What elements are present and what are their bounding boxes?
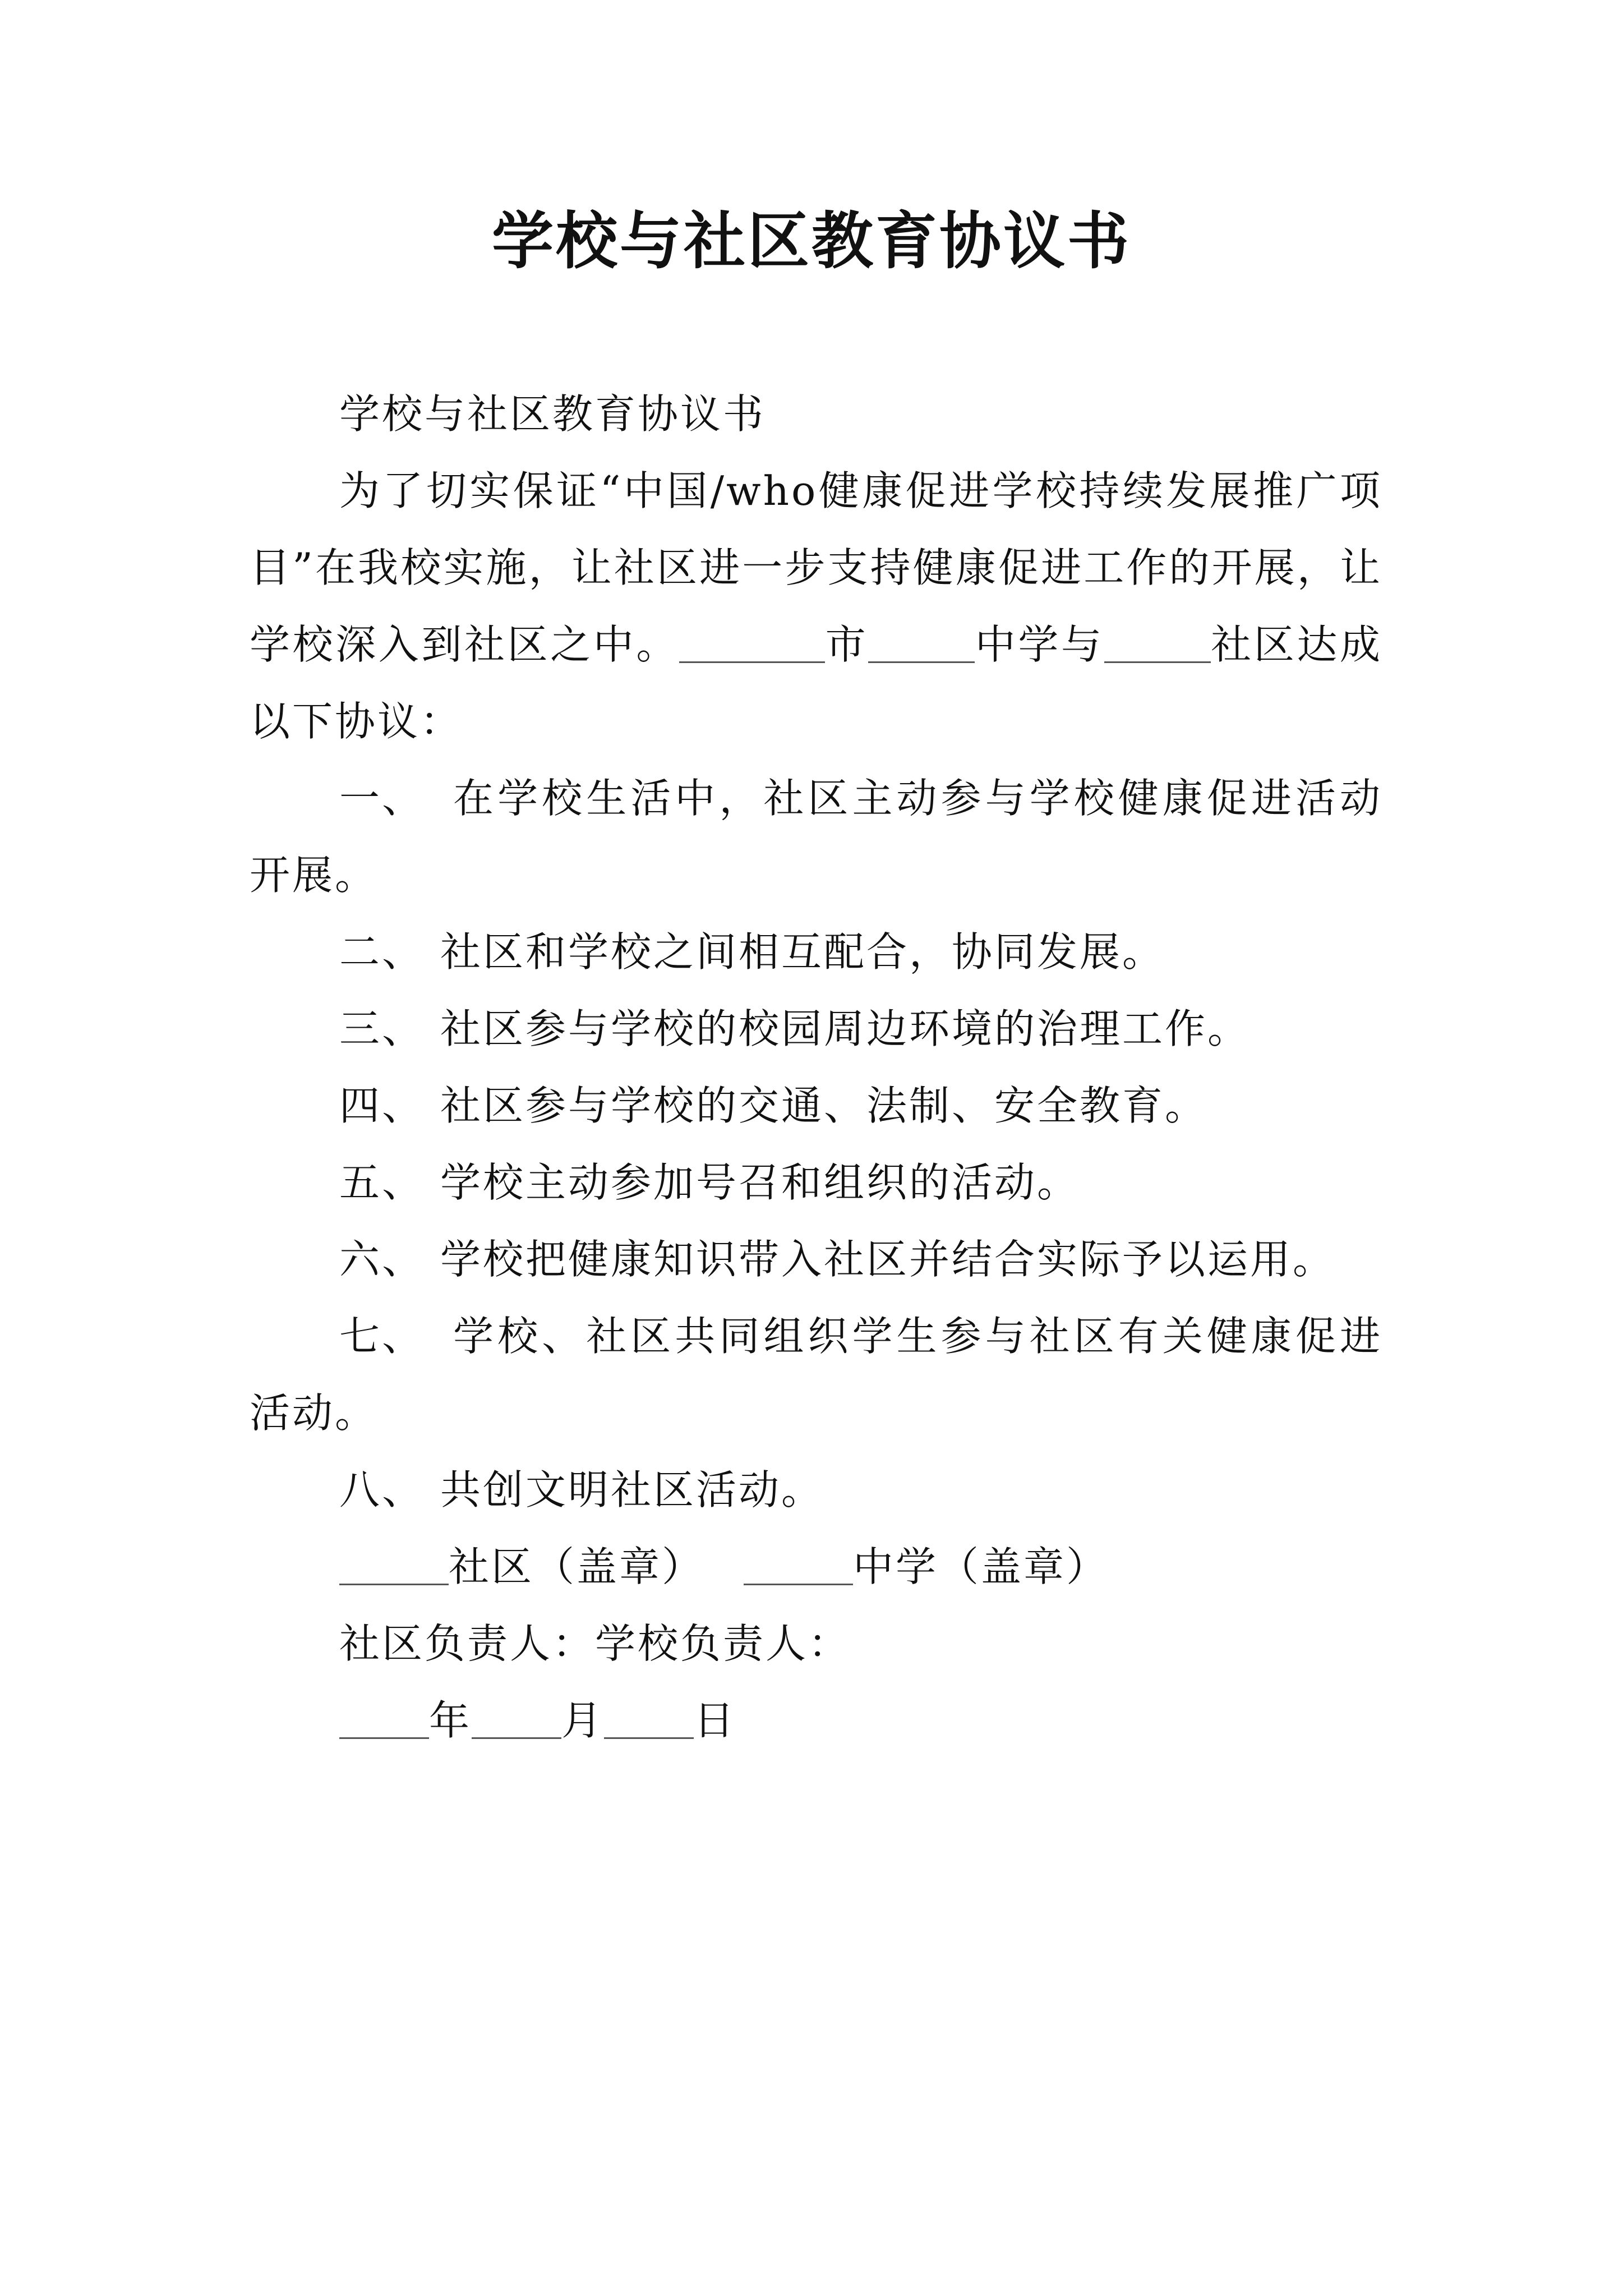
item-text: 学校把健康知识带入社区并结合实际予以运用。 <box>440 1236 1336 1283</box>
community-seal-blank <box>339 1548 449 1585</box>
subtitle-paragraph: 学校与社区教育协议书 <box>339 390 766 438</box>
list-item <box>250 1298 1382 1452</box>
item-number: 五、 <box>339 1159 425 1206</box>
list-item <box>250 1452 1382 1529</box>
item-text: 学校主动参加号召和组织的活动。 <box>440 1159 1080 1206</box>
intro-text: 为了切实保证“中国/who健康促进学校持续发展推广项目”在我校实施，让社区进一步支持健康促进工作的开展，让学校深入到社区之中。 <box>250 467 1382 668</box>
list-item <box>250 1068 1382 1144</box>
school-suffix: 中学与 <box>975 621 1104 668</box>
month-label: 月 <box>561 1697 605 1744</box>
community-blank <box>1104 625 1211 663</box>
year-label: 年 <box>429 1697 472 1744</box>
item-text: 在学校生活中，社区主动参与学校健康促进活动开展。 <box>250 775 1382 899</box>
responsible-line: 社区负责人：学校负责人： <box>339 1620 851 1667</box>
document-title: 学校与社区教育协议书 <box>492 205 1131 277</box>
item-number: 二、 <box>339 928 425 976</box>
city-suffix: 市 <box>824 621 869 668</box>
list-item <box>250 1221 1382 1298</box>
day-blank <box>604 1701 694 1739</box>
item-text: 共创文明社区活动。 <box>440 1466 824 1513</box>
item-number: 四、 <box>339 1082 425 1129</box>
item-text: 社区和学校之间相互配合，协同发展。 <box>440 928 1165 976</box>
document-body <box>250 376 1382 1759</box>
list-item <box>250 991 1382 1068</box>
list-item <box>250 914 1382 991</box>
intro-paragraph <box>250 453 1382 760</box>
year-blank <box>339 1701 429 1739</box>
list-item <box>250 760 1382 914</box>
item-number: 六、 <box>339 1236 425 1283</box>
item-number: 三、 <box>339 1005 425 1052</box>
school-seal-blank <box>744 1548 853 1585</box>
item-text: 学校、社区共同组织学生参与社区有关健康促进活动。 <box>250 1313 1382 1437</box>
date-line <box>250 1682 1382 1759</box>
day-label: 日 <box>694 1697 737 1744</box>
city-blank <box>679 625 825 663</box>
item-number: 一、 <box>339 775 425 822</box>
school-seal-label: 中学（盖章） <box>853 1543 1109 1590</box>
community-suffix: 社区 <box>1210 621 1297 668</box>
item-text: 社区参与学校的校园周边环境的治理工作。 <box>440 1005 1251 1052</box>
intro-text-end: 达成以下协议： <box>250 621 1382 745</box>
month-blank <box>472 1701 561 1739</box>
community-seal-label: 社区（盖章） <box>449 1543 705 1590</box>
seal-line <box>250 1529 1382 1605</box>
item-number: 八、 <box>339 1466 425 1513</box>
item-number: 七、 <box>339 1313 425 1360</box>
item-text: 社区参与学校的交通、法制、安全教育。 <box>440 1082 1208 1129</box>
list-item <box>250 1144 1382 1221</box>
school-blank <box>868 625 975 663</box>
